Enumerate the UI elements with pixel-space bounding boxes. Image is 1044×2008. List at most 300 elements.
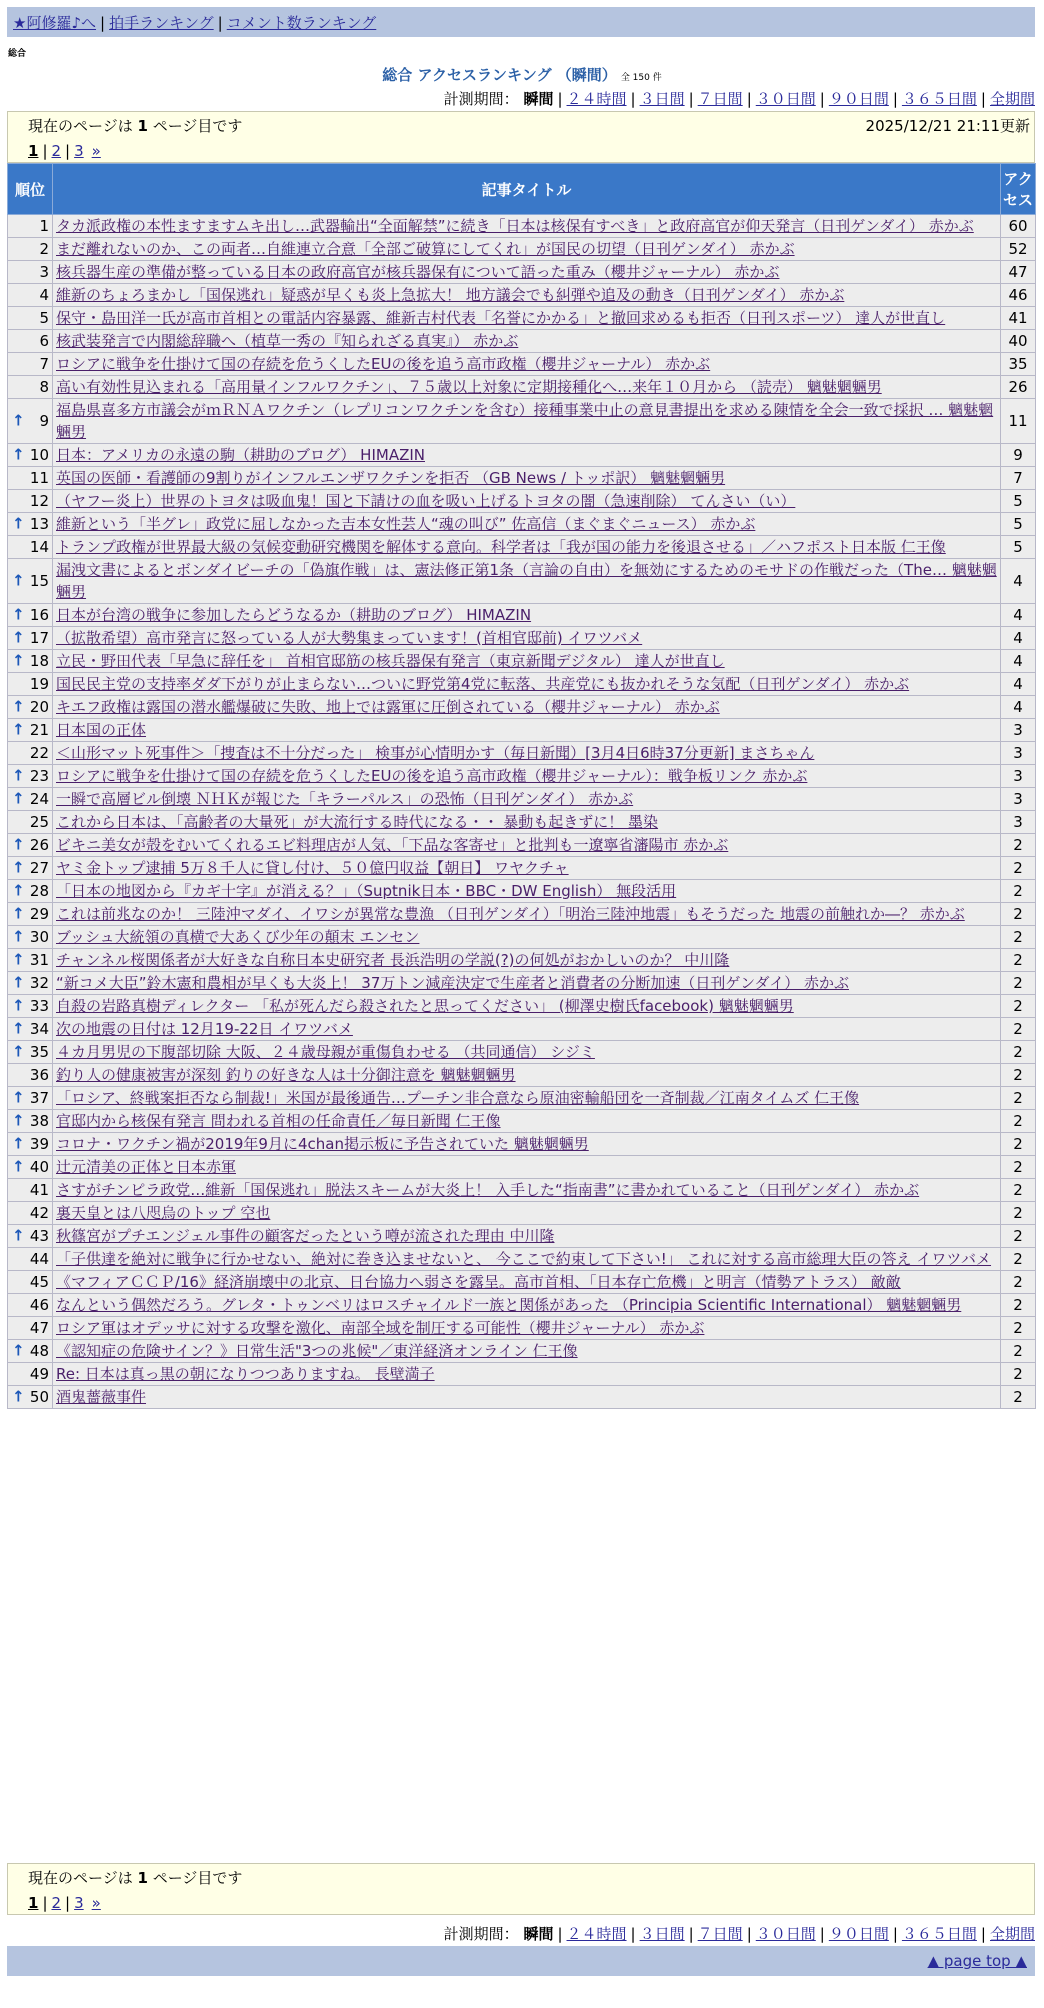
access-count: 4 — [1001, 559, 1036, 604]
table-row — [8, 330, 1036, 353]
article-link[interactable]: Re: 日本は真っ黒の朝になりつつありますね。 長壁満子 — [56, 1365, 435, 1383]
rank-cell — [8, 742, 53, 765]
title-cell — [53, 972, 1001, 995]
title-cell — [53, 1294, 1001, 1317]
rank-cell — [8, 995, 53, 1018]
title-cell — [53, 742, 1001, 765]
article-link[interactable]: 保守・島田洋一氏が高市首相との電話内容暴露、維新吉村代表「名誉にかかる」と撤回求めるも拒否（日刊スポーツ） 達人が世直し — [56, 309, 946, 327]
footer-bar — [7, 1946, 1035, 1976]
page-top-link[interactable]: ▲ page top ▲ — [927, 1952, 1027, 1970]
table-row — [8, 673, 1036, 696]
table-row — [8, 1317, 1036, 1340]
article-link[interactable]: 《認知症の危険サイン？》日常生活"3つの兆候"／東洋経済オンライン 仁王像 — [56, 1342, 578, 1360]
access-count: 2 — [1001, 1225, 1036, 1248]
article-link[interactable]: 国民民主党の支持率ダダ下がりが止まらない…ついに野党第4党に転落、共産党にも抜かれそうな気配（日刊ゲンダイ） 赤かぶ — [56, 675, 910, 693]
table-row — [8, 1041, 1036, 1064]
rank-cell — [8, 719, 53, 742]
table-row — [8, 1225, 1036, 1248]
article-link[interactable]: ロシアに戦争を仕掛けて国の存続を危うくしたEUの後を追う高市政権（櫻井ジャーナル） 赤かぶ — [56, 355, 711, 373]
table-row — [8, 307, 1036, 330]
article-link[interactable]: “新コメ大臣”鈴木憲和農相が早くも大炎上！ 37万トン減産決定で生産者と消費者の分断加速（日刊ゲンダイ） 赤かぶ — [56, 974, 849, 992]
title-cell — [53, 1179, 1001, 1202]
updated-time: 2025/12/21 21:11更新 — [865, 117, 1030, 135]
rank-number: 28 — [29, 882, 49, 900]
rank-number: 11 — [29, 469, 49, 487]
table-row — [8, 1340, 1036, 1363]
col-title-header: 記事タイトル — [53, 164, 1001, 215]
rank-number: 21 — [29, 721, 49, 739]
article-link[interactable]: 核武装発言で内閣総辞職へ（植草一秀の『知られざる真実』） 赤かぶ — [56, 332, 519, 350]
access-count: 2 — [1001, 972, 1036, 995]
pager-page-3[interactable]: 3 — [74, 1894, 84, 1912]
rank-cell — [8, 765, 53, 788]
article-link[interactable]: タカ派政権の本性ますますムキ出し…武器輸出“全面解禁”に続き「日本は核保有すべき」と政府高官が仰天発言（日刊ゲンダイ） 赤かぶ — [56, 217, 974, 235]
title-cell — [53, 559, 1001, 604]
rank-number: 7 — [39, 355, 49, 373]
rank-cell — [8, 1110, 53, 1133]
rank-number: 29 — [29, 905, 49, 923]
pager-next[interactable]: » — [91, 1894, 101, 1912]
article-link[interactable]: まだ離れないのか、この両者…自維連立合意「全部ご破算にしてくれ」が国民の切望（日刊ゲンダイ） 赤かぶ — [56, 240, 795, 258]
period-selector-bottom — [444, 1923, 1035, 1944]
title-cell — [53, 673, 1001, 696]
table-row — [8, 1294, 1036, 1317]
up-arrow-icon: ↑ — [12, 1157, 25, 1176]
table-row — [8, 467, 1036, 490]
article-link[interactable]: 《マフィアＣＣＰ/16》経済崩壊中の北京、日台協力へ弱さを露呈。高市首相、「日本存亡危機」と明言（情勢アトラス） 敵敵 — [56, 1273, 901, 1291]
up-arrow-icon: ↑ — [12, 766, 25, 785]
access-count: 2 — [1001, 1064, 1036, 1087]
rank-number: 49 — [29, 1365, 49, 1383]
rank-cell — [8, 696, 53, 719]
access-count: 47 — [1001, 261, 1036, 284]
article-link[interactable]: 官邸内から核保有発言 問われる首相の任命責任／毎日新聞 仁王像 — [56, 1112, 501, 1130]
article-link[interactable]: 自殺の岩路真樹ディレクター 「私が死んだら殺されたと思ってください」 (柳澤史樹氏facebook) 魑魅魍魎男 — [56, 997, 794, 1015]
col-rank-header: 順位 — [8, 164, 53, 215]
title-cell — [53, 834, 1001, 857]
access-count: 2 — [1001, 1041, 1036, 1064]
access-count: 2 — [1001, 1179, 1036, 1202]
rank-number: 47 — [29, 1319, 49, 1337]
table-row — [8, 559, 1036, 604]
period-current: 瞬間 — [523, 1925, 554, 1943]
article-link[interactable]: （拡散希望）高市発言に怒っている人が大勢集まっています！(首相官邸前) イワツバメ — [56, 629, 643, 647]
article-link[interactable]: なんという偶然だろう。グレタ・トゥンベリはロスチャイルド一族と関係があった （Principia Scientific International） 魑魅魍魎男 — [56, 1296, 962, 1314]
title-cell — [53, 811, 1001, 834]
access-count: 2 — [1001, 1248, 1036, 1271]
table-row — [8, 353, 1036, 376]
access-count: 4 — [1001, 604, 1036, 627]
rank-number: 37 — [29, 1089, 49, 1107]
rank-cell — [8, 399, 53, 444]
title-cell — [53, 1041, 1001, 1064]
clap-ranking-link[interactable]: 拍手ランキング — [109, 14, 214, 32]
table-row — [8, 261, 1036, 284]
separator: | — [892, 1925, 898, 1943]
up-arrow-icon: ↑ — [12, 1226, 25, 1245]
rank-cell — [8, 1156, 53, 1179]
pager-current: 1 — [28, 142, 39, 160]
rank-cell — [8, 604, 53, 627]
up-arrow-icon: ↑ — [12, 697, 25, 716]
title-cell — [53, 1018, 1001, 1041]
table-row — [8, 949, 1036, 972]
title-cell — [53, 1340, 1001, 1363]
access-count: 2 — [1001, 834, 1036, 857]
up-arrow-icon: ↑ — [12, 973, 25, 992]
table-row — [8, 627, 1036, 650]
rank-cell — [8, 1133, 53, 1156]
comment-ranking-link[interactable]: コメント数ランキング — [226, 14, 377, 32]
up-arrow-icon: ↑ — [12, 1019, 25, 1038]
article-link[interactable]: （ヤフー炎上）世界のトヨタは吸血鬼！国と下請けの血を吸い上げるトヨタの闇（急速削除） てんさい（い） — [56, 492, 796, 510]
period-option[interactable]: ７日間 — [697, 90, 743, 108]
separator: | — [892, 90, 898, 108]
period-option[interactable]: ３日間 — [639, 90, 685, 108]
article-link[interactable]: 維新という「半グレ」政党に屈しなかった吉本女性芸人“魂の叫び” 佐高信（まぐまぐニュース） 赤かぶ — [56, 515, 756, 533]
article-link[interactable]: 立民・野田代表「早急に辞任を」 首相官邸筋の核兵器保有発言（東京新聞デジタル） 達人が世直し — [56, 652, 725, 670]
article-link[interactable]: 福島県喜多方市議会がｍＲＮＡワクチン（レプリコンワクチンを含む）接種事業中止の意見書提出を求める陳情を全会一致で採択 … 魑魅魍魎男 — [56, 401, 994, 441]
rank-cell — [8, 1041, 53, 1064]
pager-page-2[interactable]: 2 — [51, 142, 62, 160]
title-cell — [53, 926, 1001, 949]
pager-current: 1 — [28, 1894, 39, 1912]
article-link[interactable]: ＜山形マット死事件＞「捜査は不十分だった」 検事が心情明かす（毎日新聞）[3月4日6時37分更新] まさちゃん — [56, 744, 815, 762]
rank-cell — [8, 1271, 53, 1294]
rank-number: 36 — [29, 1066, 49, 1084]
period-selector-top — [444, 88, 1035, 109]
title-cell — [53, 1317, 1001, 1340]
article-link[interactable]: ４カ月男児の下腹部切除 大阪、２４歳母親が重傷負わせる （共同通信） シジミ — [56, 1043, 595, 1061]
rank-cell — [8, 1064, 53, 1087]
rank-cell — [8, 444, 53, 467]
rank-cell — [8, 1087, 53, 1110]
access-count: 52 — [1001, 238, 1036, 261]
period-label: 計測期間： — [443, 1925, 519, 1943]
table-row — [8, 926, 1036, 949]
access-count: 4 — [1001, 650, 1036, 673]
separator: | — [980, 1925, 986, 1943]
up-arrow-icon: ↑ — [12, 445, 25, 464]
up-arrow-icon: ↑ — [12, 1042, 25, 1061]
separator: | — [557, 1925, 563, 1943]
access-count: 3 — [1001, 811, 1036, 834]
rank-number: 4 — [39, 286, 49, 304]
period-option[interactable]: ７日間 — [697, 1925, 743, 1943]
up-arrow-icon: ↑ — [12, 927, 25, 946]
rank-number: 10 — [29, 446, 49, 464]
up-arrow-icon: ↑ — [12, 904, 25, 923]
rank-number: 8 — [39, 378, 49, 396]
table-row — [8, 1156, 1036, 1179]
period-option[interactable]: ３６５日間 — [901, 90, 977, 108]
table-row — [8, 399, 1036, 444]
rank-number: 43 — [29, 1227, 49, 1245]
article-link[interactable]: 「ロシア、終戦案拒否なら制裁!」米国が最後通告…プーチン非合意なら原油密輸船団を一斉制裁／江南タイムズ 仁王像 — [56, 1089, 860, 1107]
period-option[interactable]: ３６５日間 — [901, 1925, 977, 1943]
rank-cell — [8, 673, 53, 696]
table-row — [8, 765, 1036, 788]
separator: | — [819, 90, 825, 108]
period-option[interactable]: ３０日間 — [755, 1925, 816, 1943]
up-arrow-icon: ↑ — [12, 1341, 25, 1360]
article-link[interactable]: 核兵器生産の準備が整っている日本の政府高官が核兵器保有について語った重み（櫻井ジャーナル） 赤かぶ — [56, 263, 780, 281]
table-row — [8, 513, 1036, 536]
article-link[interactable]: 辻元清美の正体と日本赤軍 — [56, 1158, 237, 1176]
article-link[interactable]: コロナ・ワクチン禍が2019年9月に4chan掲示板に予告されていた 魑魅魍魎男 — [56, 1135, 589, 1153]
title-cell — [53, 765, 1001, 788]
separator: | — [630, 1925, 636, 1943]
up-arrow-icon: ↑ — [12, 858, 25, 877]
article-link[interactable]: 裏天皇とは八咫烏のトップ 空也 — [56, 1204, 271, 1222]
rank-cell — [8, 1179, 53, 1202]
access-count: 2 — [1001, 903, 1036, 926]
article-link[interactable]: ロシアに戦争を仕掛けて国の存続を危うくしたEUの後を追う高市政権（櫻井ジャーナル）：戦争板リンク 赤かぶ — [56, 767, 808, 785]
access-count: 2 — [1001, 1018, 1036, 1041]
title-cell — [53, 330, 1001, 353]
rank-number: 34 — [29, 1020, 49, 1038]
article-link[interactable]: ビキニ美女が殻をむいてくれるエビ料理店が人気、「下品な客寄せ」と批判も一遼寧省瀋陽市 赤かぶ — [56, 836, 729, 854]
access-count: 40 — [1001, 330, 1036, 353]
up-arrow-icon: ↑ — [12, 1134, 25, 1153]
title-cell — [53, 1248, 1001, 1271]
ranking-body — [8, 215, 1036, 1409]
article-link[interactable]: キエフ政権は露国の潜水艦爆破に失敗、地上では露軍に圧倒されている（櫻井ジャーナル） 赤かぶ — [56, 698, 720, 716]
rank-cell — [8, 1225, 53, 1248]
rank-cell — [8, 627, 53, 650]
rank-cell — [8, 926, 53, 949]
rank-cell — [8, 650, 53, 673]
title-cell — [53, 650, 1001, 673]
rank-number: 38 — [29, 1112, 49, 1130]
table-row — [8, 1363, 1036, 1386]
pager-top: 1 | 2 | 3 » — [28, 142, 101, 160]
title-cell — [53, 513, 1001, 536]
rank-number: 17 — [29, 629, 49, 647]
access-count: 60 — [1001, 215, 1036, 238]
article-link[interactable]: 酒鬼薔薇事件 — [56, 1388, 147, 1406]
period-option[interactable]: ２４時間 — [566, 90, 627, 108]
article-link[interactable]: 英国の医師・看護師の9割りがインフルエンザワクチンを拒否 （GB News / トッポ訳） 魑魅魍魎男 — [56, 469, 726, 487]
table-row — [8, 1087, 1036, 1110]
access-count: 26 — [1001, 376, 1036, 399]
rank-number: 23 — [29, 767, 49, 785]
rank-cell — [8, 513, 53, 536]
article-link[interactable]: チャンネル桜関係者が大好きな自称日本史研究者 長浜浩明の学説(?)の何処がおかしいのか？ 中川隆 — [56, 951, 730, 969]
rank-number: 5 — [39, 309, 49, 327]
access-count: 5 — [1001, 536, 1036, 559]
table-row — [8, 376, 1036, 399]
period-current: 瞬間 — [523, 90, 554, 108]
rank-number: 16 — [29, 606, 49, 624]
table-row — [8, 1271, 1036, 1294]
rank-number: 22 — [29, 744, 49, 762]
pager-page-3[interactable]: 3 — [74, 142, 84, 160]
table-row — [8, 696, 1036, 719]
table-row — [8, 880, 1036, 903]
article-link[interactable]: これから日本は、「高齢者の大量死」が大流行する時代になる・・ 暴動も起きずに！ 墨染 — [56, 813, 659, 831]
table-row — [8, 1110, 1036, 1133]
rank-number: 19 — [29, 675, 49, 693]
article-link[interactable]: 一瞬で高層ビル倒壊 ＮＨＫが報じた「キラーパルス」の恐怖（日刊ゲンダイ） 赤かぶ — [56, 790, 634, 808]
separator: | — [746, 1925, 752, 1943]
rank-number: 25 — [29, 813, 49, 831]
article-link[interactable]: 日本国の正体 — [56, 721, 147, 739]
rank-cell — [8, 1386, 53, 1409]
article-link[interactable]: 「子供達を絶対に戦争に行かせない、絶対に巻き込ませないと、 今ここで約束して下さい!」 これに対する高市総理大臣の答え イワツバメ — [56, 1250, 992, 1268]
up-arrow-icon: ↑ — [12, 605, 25, 624]
article-link[interactable]: 維新のちょろまかし「国保逃れ」疑惑が早くも炎上急拡大！ 地方議会でも糾弾や追及の動き（日刊ゲンダイ） 赤かぶ — [56, 286, 845, 304]
title-cell — [53, 307, 1001, 330]
pager-next[interactable]: » — [91, 142, 101, 160]
table-row — [8, 742, 1036, 765]
access-count: 5 — [1001, 490, 1036, 513]
period-option[interactable]: 全期間 — [989, 1925, 1035, 1943]
period-option[interactable]: ２４時間 — [566, 1925, 627, 1943]
title-cell — [53, 353, 1001, 376]
rank-cell — [8, 261, 53, 284]
title-cell — [53, 880, 1001, 903]
rank-cell — [8, 307, 53, 330]
section-label: 総合 — [8, 49, 27, 59]
rank-number: 15 — [29, 572, 49, 590]
separator: | — [217, 14, 223, 32]
article-link[interactable]: ロシア軍はオデッサに対する攻撃を激化、南部全域を制圧する可能性（櫻井ジャーナル） 赤かぶ — [56, 1319, 705, 1337]
access-count: 46 — [1001, 284, 1036, 307]
pager-bottom: 1 | 2 | 3 » — [28, 1894, 101, 1912]
article-link[interactable]: トランプ政権が世界最大級の気候変動研究機関を解体する意向。科学者は「我が国の能力を後退させる」／ハフポスト日本版 仁王像 — [56, 538, 946, 556]
rank-cell — [8, 1248, 53, 1271]
top-nav-bar — [7, 7, 1035, 37]
table-row — [8, 490, 1036, 513]
access-count: 2 — [1001, 995, 1036, 1018]
up-arrow-icon: ↑ — [12, 1088, 25, 1107]
title-cell — [53, 857, 1001, 880]
table-row — [8, 1018, 1036, 1041]
table-row — [8, 444, 1036, 467]
rank-number: 14 — [29, 538, 49, 556]
rank-cell — [8, 811, 53, 834]
access-count: 2 — [1001, 1386, 1036, 1409]
table-row — [8, 215, 1036, 238]
article-link[interactable]: これは前兆なのか！ 三陸沖マダイ、イワシが異常な豊漁 （日刊ゲンダイ）「明治三陸沖地震」もそうだった 地震の前触れか―？ 赤かぶ — [56, 905, 965, 923]
rank-cell — [8, 330, 53, 353]
title-cell — [53, 238, 1001, 261]
pager-page-2[interactable]: 2 — [51, 1894, 62, 1912]
current-page-text: 現在のページは 1 ページ目です — [28, 117, 243, 135]
period-option[interactable]: ３０日間 — [755, 90, 816, 108]
title-cell — [53, 1202, 1001, 1225]
title-cell — [53, 1271, 1001, 1294]
rank-cell — [8, 880, 53, 903]
access-count: 3 — [1001, 742, 1036, 765]
article-link[interactable]: 釣り人の健康被害が深刻 釣りの好きな人は十分御注意を 魑魅魍魎男 — [56, 1066, 516, 1084]
title-cell — [53, 949, 1001, 972]
rank-cell — [8, 788, 53, 811]
rank-cell — [8, 1202, 53, 1225]
access-count: 2 — [1001, 880, 1036, 903]
up-arrow-icon: ↑ — [12, 720, 25, 739]
rank-number: 27 — [29, 859, 49, 877]
rank-cell — [8, 1294, 53, 1317]
title-cell — [53, 444, 1001, 467]
title-cell — [53, 376, 1001, 399]
article-link[interactable]: ヤミ金トップ逮捕 5万８千人に貸し付け、５０億円収益【朝日】 ワヤクチャ — [56, 859, 569, 877]
rank-number: 12 — [29, 492, 49, 510]
rank-cell — [8, 536, 53, 559]
access-count: 9 — [1001, 444, 1036, 467]
rank-cell — [8, 1018, 53, 1041]
access-count: 41 — [1001, 307, 1036, 330]
current-page-text: 現在のページは 1 ページ目です — [28, 1869, 243, 1887]
table-row — [8, 834, 1036, 857]
article-link[interactable]: 「日本の地図から『カギ十字』が消える？」（Suptnik日本・BBC・DW English） 無段活用 — [56, 882, 677, 900]
separator: | — [557, 90, 563, 108]
article-link[interactable]: さすがチンピラ政党…維新「国保逃れ」脱法スキームが大炎上！ 入手した“指南書”に書かれていること（日刊ゲンダイ） 赤かぶ — [56, 1181, 920, 1199]
article-link[interactable]: 次の地震の日付は 12月19-22日 イワツバメ — [56, 1020, 353, 1038]
period-option[interactable]: 全期間 — [989, 90, 1035, 108]
home-link[interactable]: ★阿修羅♪へ — [13, 14, 97, 32]
period-option[interactable]: ３日間 — [639, 1925, 685, 1943]
rank-cell — [8, 284, 53, 307]
period-option[interactable]: ９０日間 — [828, 1925, 889, 1943]
access-count: 3 — [1001, 788, 1036, 811]
article-link[interactable]: 漏洩文書によるとボンダイビーチの「偽旗作戦」は、憲法修正第1条（言論の自由）を無効にするためのモサドの作戦だった（The… 魑魅魍魎男 — [56, 561, 997, 601]
article-link[interactable]: ブッシュ大統領の真横で大あくび少年の顛末 エンセン — [56, 928, 420, 946]
table-row — [8, 536, 1036, 559]
rank-cell — [8, 490, 53, 513]
period-option[interactable]: ９０日間 — [828, 90, 889, 108]
rank-cell — [8, 949, 53, 972]
period-label: 計測期間： — [443, 90, 519, 108]
article-link[interactable]: 日本：アメリカの永遠の駒（耕助のブログ） HIMAZIN — [56, 446, 425, 464]
rank-number: 39 — [29, 1135, 49, 1153]
rank-number: 30 — [29, 928, 49, 946]
rank-cell — [8, 353, 53, 376]
article-link[interactable]: 高い有効性見込まれる「高用量インフルワクチン」、７５歳以上対象に定期接種化へ…来年１０月から （読売） 魑魅魍魎男 — [56, 378, 882, 396]
table-row — [8, 811, 1036, 834]
access-count: 4 — [1001, 673, 1036, 696]
access-count: 2 — [1001, 949, 1036, 972]
title-cell — [53, 1064, 1001, 1087]
title-cell — [53, 399, 1001, 444]
access-count: 2 — [1001, 1340, 1036, 1363]
article-link[interactable]: 秋篠宮がプチエンジェル事件の顧客だったという噂が流された理由 中川隆 — [56, 1227, 555, 1245]
rank-cell — [8, 215, 53, 238]
access-count: 7 — [1001, 467, 1036, 490]
rank-number: 3 — [39, 263, 49, 281]
up-arrow-icon: ↑ — [12, 651, 25, 670]
separator: | — [688, 90, 694, 108]
rank-number: 48 — [29, 1342, 49, 1360]
rank-cell — [8, 972, 53, 995]
page-title — [0, 64, 1044, 85]
separator: | — [688, 1925, 694, 1943]
article-link[interactable]: 日本が台湾の戦争に参加したらどうなるか（耕助のブログ） HIMAZIN — [56, 606, 532, 624]
title-cell — [53, 788, 1001, 811]
title-cell — [53, 604, 1001, 627]
table-row — [8, 719, 1036, 742]
rank-cell — [8, 834, 53, 857]
access-count: 2 — [1001, 1156, 1036, 1179]
table-row — [8, 995, 1036, 1018]
ranking-title: 総合 アクセスランキング （瞬間） — [382, 66, 617, 84]
access-count: 4 — [1001, 627, 1036, 650]
table-row — [8, 1179, 1036, 1202]
rank-number: 40 — [29, 1158, 49, 1176]
title-cell — [53, 1156, 1001, 1179]
title-cell — [53, 719, 1001, 742]
